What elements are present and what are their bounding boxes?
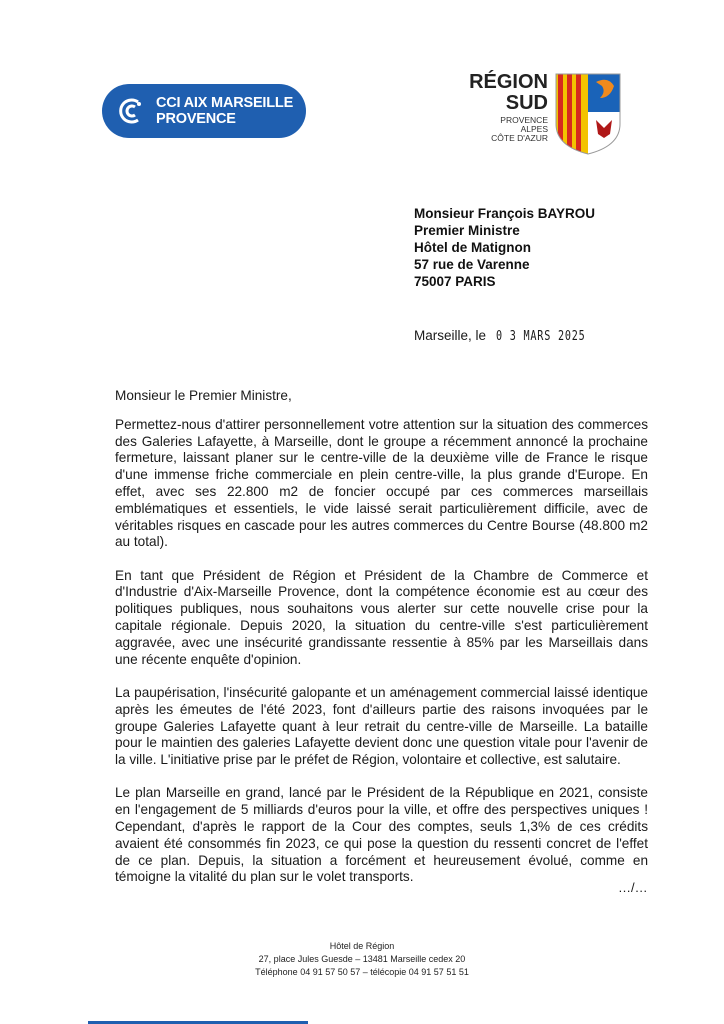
cci-logo-line2: PROVENCE: [156, 111, 236, 127]
cci-logo: [102, 84, 306, 138]
letter-paragraph-2: En tant que Président de Région et Président de la Chambre de Commerce et d'Industrie d'Aix-Marseille Provence, dont la compétence économie est au cœur des politiques publiques, nous souhaitons vous alerter sur cette nouvelle crise pour la capitale régionale. Depuis 2020, la situation du centre-ville s'est particulièrement aggravée, avec une insécurité grandissante ressentie à 85% par les Marseillais dans une récente enquête d'opinion.: [115, 567, 648, 667]
footer-line3: Téléphone 04 91 57 50 57 – télécopie 04 91 57 51 51: [255, 967, 469, 977]
recipient-name: Monsieur François BAYROU: [414, 206, 596, 221]
region-logo-sub1: PROVENCE: [500, 115, 548, 125]
date-line: [414, 328, 611, 344]
region-logo-subtitle: [462, 116, 548, 143]
region-logo-line2: SUD: [505, 92, 548, 114]
region-shield-icon: [554, 72, 622, 156]
region-logo-line1: RÉGION: [469, 71, 548, 93]
region-sud-logo: [462, 72, 632, 156]
footer-line2: 27, place Jules Guesde – 13481 Marseille cedex 20: [258, 954, 466, 964]
date-place: Marseille, le: [414, 328, 487, 343]
region-logo-sub3: CÔTE D'AZUR: [491, 133, 548, 143]
letter-paragraph-1: Permettez-nous d'attirer personnellement votre attention sur la situation des commerces des Galeries Lafayette, à Marseille, dont le groupe a récemment annoncé la prochaine fermeture, laissant planer sur le centre-ville de la deuxième ville de France le risque d'une immense friche commerciale en plein centre-ville, la plus grande d'Europe. En effet, avec ses 22.800 m2 de foncier occupé par ces commerces marseillais emblématiques et essentiels, le vide laissé serait particulièrement difficile, avec de véritables risques en cascade pour les autres commerces du Centre Bourse (48.800 m2 au total).: [115, 416, 648, 550]
letter-body: [115, 388, 648, 903]
letter-paragraph-4: Le plan Marseille en grand, lancé par le Président de la République en 2021, consiste en l'engagement de 5 milliards d'euros pour la ville, et offre des perspectives uniques ! Cependant, d'après le rapport de la Cour des comptes, seuls 1,3% de ces crédits avaient été consommés fin 2023, ce qui pose la question du ressenti concret de l'effet de ce plan. Depuis, la situation a forcément et heureusement évolué, comme en témoigne la vitalité du plan sur le volet transports.: [115, 785, 648, 885]
letter-paragraph-3: La paupérisation, l'insécurité galopante et un aménagement commercial laissé identique après les émeutes de l'été 2023, font d'ailleurs partie des raisons invoquées par le groupe Galeries Lafayette quant à leur retrait du centre-ville de Marseille. La bataille pour le maintien des galeries Lafayette devient donc une question vitale pour l'avenir de la ville. L'initiative prise par le préfet de Région, volontaire et collective, est salutaire.: [115, 684, 648, 768]
recipient-address: [414, 205, 595, 290]
region-logo-sub2: ALPES: [520, 124, 548, 134]
footer-line1: Hôtel de Région: [329, 941, 395, 951]
letter-greeting: Monsieur le Premier Ministre,: [115, 388, 292, 403]
page-footer: [0, 940, 724, 979]
recipient-office: Hôtel de Matignon: [414, 240, 531, 255]
recipient-title: Premier Ministre: [414, 223, 520, 238]
cci-logo-line1: CCI AIX MARSEILLE: [156, 95, 294, 111]
date-stamp: 0 3 MARS 2025: [496, 329, 586, 344]
recipient-street: 57 rue de Varenne: [414, 257, 530, 272]
cci-logo-text: [156, 95, 293, 127]
cci-emblem-icon: [116, 96, 146, 126]
page-continuation: …/…: [618, 880, 648, 895]
region-logo-name: [462, 72, 548, 114]
recipient-city: 75007 PARIS: [414, 274, 496, 289]
